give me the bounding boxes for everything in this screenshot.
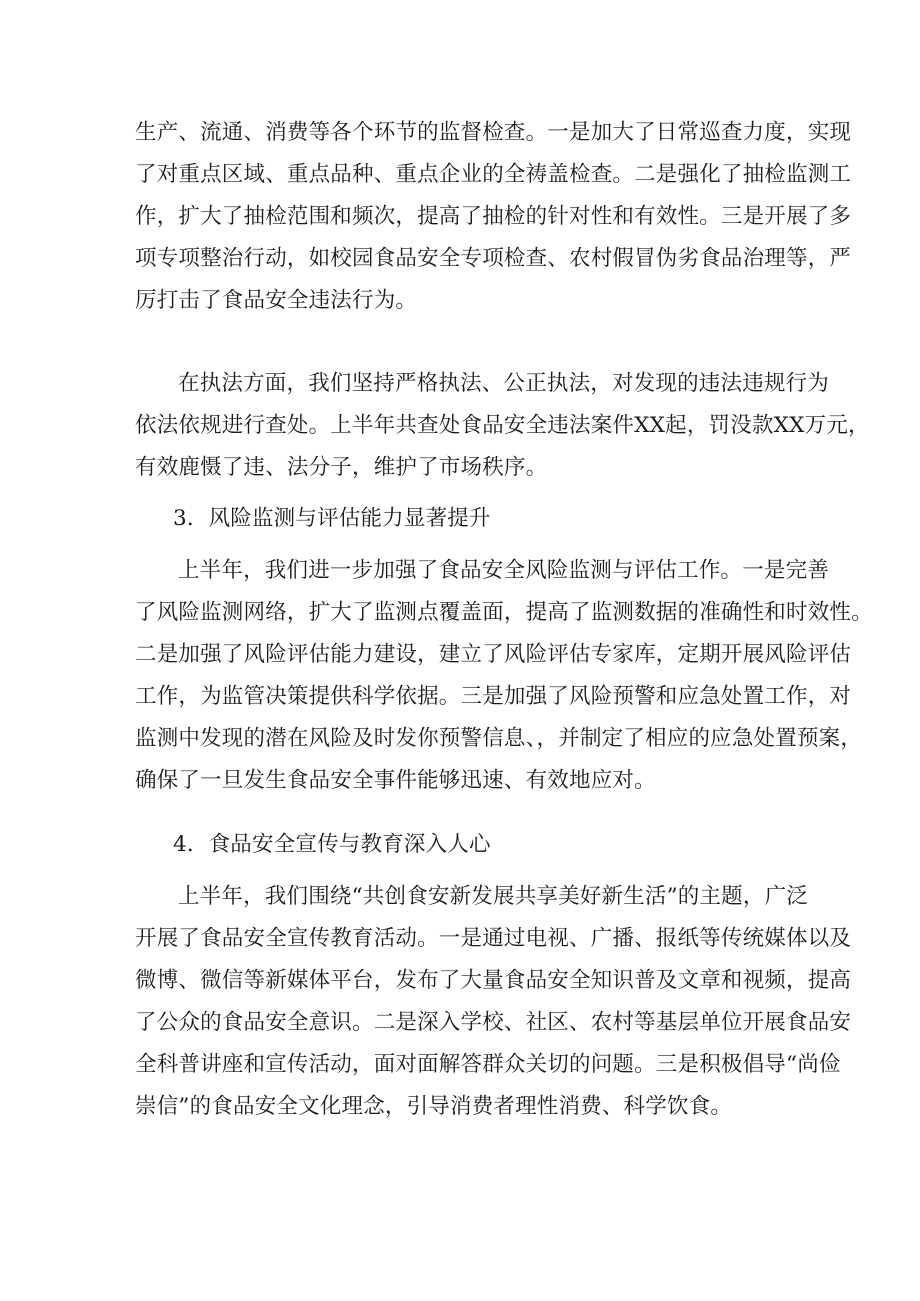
section-heading: 4．食品安全宣传与教育深入人心	[173, 832, 491, 857]
paragraph-line: 开展了食品安全宣传教育活动。一是通过电视、广播、报纸等传统媒体以及	[135, 926, 852, 951]
paragraph-line: 上半年，我们进一步加强了食品安全风险监测与评估工作。一是完善	[178, 558, 830, 583]
paragraph-line: 有效鹿慑了违、法分子，维护了市场秩序。	[135, 455, 548, 480]
paragraph-line: 上半年，我们围绕“共创食安新发展共享美好新生活”的主题，广泛	[178, 884, 808, 909]
section-heading-publicity-education	[135, 824, 795, 866]
paragraph-line: 崇信”的食品安全文化理念，引导消费者理性消费、科学饮食。	[135, 1094, 733, 1119]
section-heading-risk-monitoring	[135, 498, 795, 540]
paragraph-law-enforcement	[135, 363, 870, 489]
paragraph-risk-monitoring	[135, 550, 873, 802]
section-heading: 3．风险监测与评估能力显著提升	[173, 506, 491, 531]
paragraph-line: 了公众的食品安全意识。二是深入学校、社区、农村等基层单位开展食品安	[135, 1010, 852, 1035]
paragraph-line: 了风险监测网络，扩大了监测点覆盖面，提高了监测数据的准确性和时效性。	[135, 600, 873, 625]
paragraph-line: 在执法方面，我们坚持严格执法、公正执法，对发现的违法违规行为	[178, 371, 830, 396]
paragraph-line: 全科普讲座和宣传活动，面对面解答群众关切的问题。三是积极倡导“尚俭	[135, 1052, 841, 1077]
paragraph-line: 确保了一旦发生食品安全事件能够迅速、有效地应对。	[135, 768, 656, 793]
paragraph-line: 微博、微信等新媒体平台，发布了大量食品安全知识普及文章和视频，提高	[135, 968, 852, 993]
paragraph-line: 依法依规进行查处。上半年共查处食品安全违法案件XX起，罚没款XX万元，	[135, 413, 870, 438]
paragraph-line: 厉打击了食品安全违法行为。	[135, 288, 418, 313]
paragraph-line: 二是加强了风险评估能力建设，建立了风险评估专家库，定期开展风险评估	[135, 642, 852, 667]
paragraph-line: 作，扩大了抽检范围和频次，提高了抽检的针对性和有效性。三是开展了多	[135, 204, 852, 229]
paragraph-line: 工作，为监管决策提供科学依据。三是加强了风险预警和应急处置工作，对	[135, 684, 852, 709]
paragraph-line: 项专项整治行动，如校园食品安全专项检查、农村假冒伪劣食品治理等，严	[135, 246, 852, 271]
paragraph-line: 生产、流通、消费等各个环节的监督检查。一是加大了日常巡查力度，实现	[135, 120, 852, 145]
paragraph-supervision	[135, 112, 852, 322]
paragraph-line: 了对重点区域、重点品种、重点企业的全祷盖检查。二是强化了抽检监测工	[135, 162, 852, 187]
paragraph-publicity-education	[135, 876, 852, 1128]
paragraph-line: 监测中发现的潜在风险及时发你预警信息、，并制定了相应的应急处置预案，	[135, 726, 863, 751]
